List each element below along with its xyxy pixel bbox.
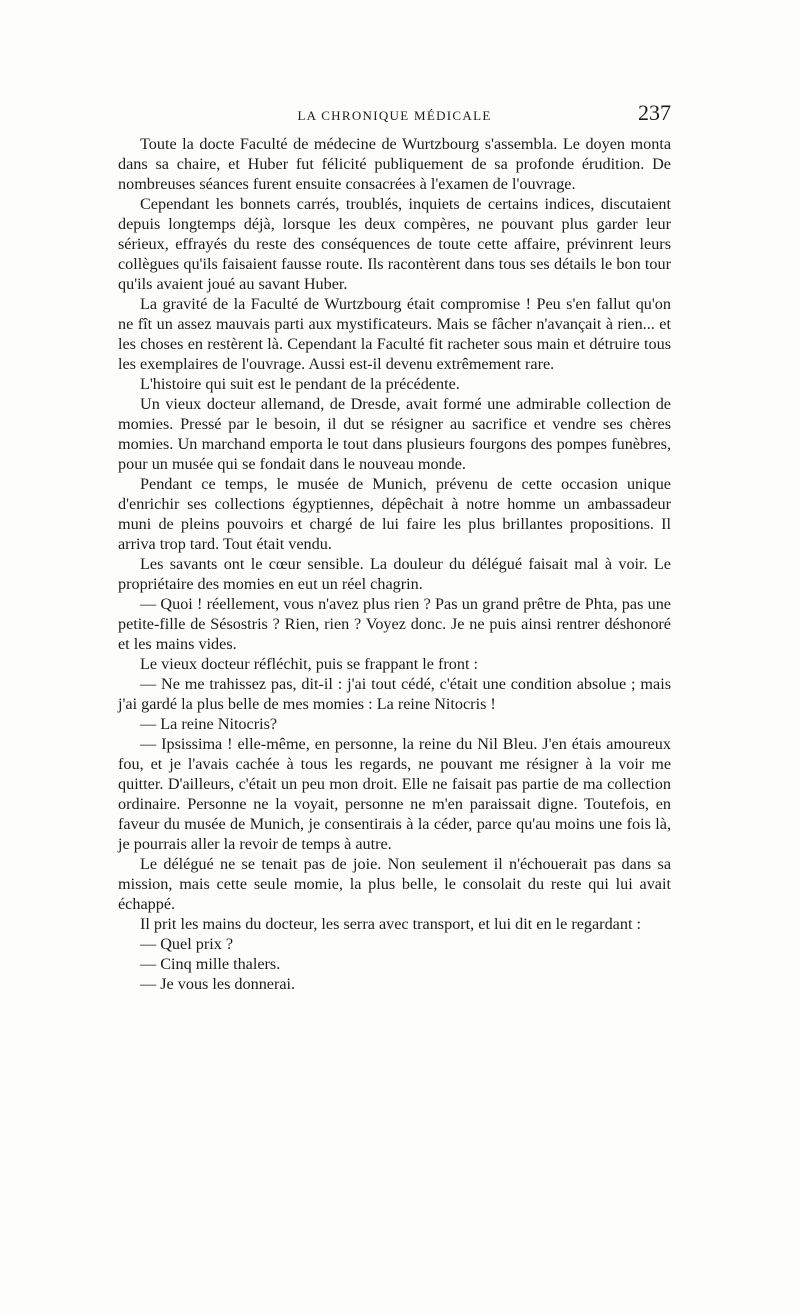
paragraph: — Ne me trahissez pas, dit-il : j'ai tout cédé, c'était une condition absolue ; mais j'ai gardé la plus belle de mes momies : La reine Nitocris ! (118, 675, 671, 713)
page-number: 237 (638, 100, 671, 125)
page-body (118, 134, 671, 994)
paragraph: La gravité de la Faculté de Wurtzbourg était compromise ! Peu s'en fallut qu'on ne fît un assez mauvais parti aux mystificateurs. Mais se fâcher n'avançait à rien... et les choses en restèrent là. Cependant la Faculté fit racheter sous main et détruire tous les exemplaires de l'ouvrage. Aussi est-il devenu extrêmement rare. (118, 295, 671, 373)
paragraph: Il prit les mains du docteur, les serra avec transport, et lui dit en le regardant : (140, 915, 641, 933)
running-title: LA CHRONIQUE MÉDICALE (297, 108, 492, 123)
paragraph: L'histoire qui suit est le pendant de la précédente. (140, 375, 460, 393)
book-page (118, 100, 671, 994)
paragraph: — Cinq mille thalers. (140, 955, 281, 973)
paragraph: Les savants ont le cœur sensible. La douleur du délégué faisait mal à voir. Le propriétaire des momies en eut un réel chagrin. (118, 555, 671, 593)
paragraph: Cependant les bonnets carrés, troublés, inquiets de certains indices, discutaient depuis longtemps déjà, lorsque les deux compères, ne pouvant plus garder leur sérieux, effrayés du reste des conséquences de toute cette affaire, prévinrent leurs collègues qu'ils faisaient fausse route. Ils racontèrent dans tous ses détails le bon tour qu'ils avaient joué au savant Huber. (118, 195, 671, 293)
paragraph: Le délégué ne se tenait pas de joie. Non seulement il n'échouerait pas dans sa mission, mais cette seule momie, la plus belle, le consolait du reste qui lui avait échappé. (118, 855, 671, 913)
paragraph: Un vieux docteur allemand, de Dresde, avait formé une admirable collection de momies. Pressé par le besoin, il dut se résigner au sacrifice et vendre ses chères momies. Un marchand emporta le tout dans plusieurs fourgons des pompes funèbres, pour un musée qui se fondait dans le nouveau monde. (118, 395, 671, 473)
paragraph: — La reine Nitocris? (140, 715, 278, 733)
paragraph: Pendant ce temps, le musée de Munich, prévenu de cette occasion unique d'enrichir ses collections égyptiennes, dépêchait à notre homme un ambassadeur muni de pleins pouvoirs et chargé de lui faire les plus brillantes propositions. Il arriva trop tard. Tout était vendu. (118, 475, 671, 553)
paragraph: — Je vous les donnerai. (140, 975, 296, 993)
page-header (118, 100, 671, 134)
paragraph: Le vieux docteur réfléchit, puis se frappant le front : (140, 655, 479, 673)
paragraph: — Ipsissima ! elle-même, en personne, la reine du Nil Bleu. J'en étais amoureux fou, et je l'avais cachée à tous les regards, ne pouvant me résigner à la voir me quitter. D'ailleurs, c'était un peu mon droit. Elle ne faisait pas partie de ma collection ordinaire. Personne ne la voyait, personne ne m'en paraissait digne. Toutefois, en faveur du musée de Munich, je consentirais à la céder, parce qu'au moins une fois là, je pourrais aller la revoir de temps à autre. (118, 735, 671, 853)
paragraph: — Quoi ! réellement, vous n'avez plus rien ? Pas un grand prêtre de Phta, pas une petite-fille de Sésostris ? Rien, rien ? Voyez donc. Je ne puis ainsi rentrer déshonoré et les mains vides. (118, 595, 671, 653)
paragraph: Toute la docte Faculté de médecine de Wurtzbourg s'assembla. Le doyen monta dans sa chaire, et Huber fut félicité publiquement de sa profonde érudition. De nombreuses séances furent ensuite consacrées à l'examen de l'ouvrage. (118, 135, 671, 193)
paragraph: — Quel prix ? (140, 935, 234, 953)
